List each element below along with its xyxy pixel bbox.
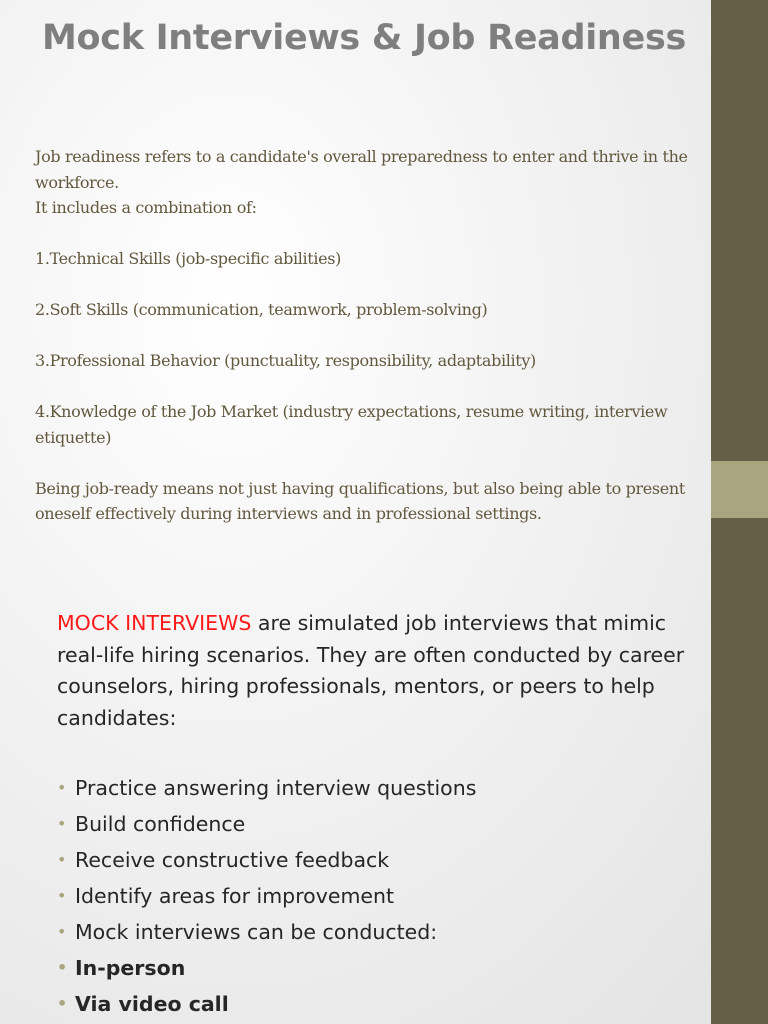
bullet-icon: • bbox=[57, 778, 67, 797]
bullet-item bbox=[57, 914, 697, 950]
bullet-icon: • bbox=[57, 958, 68, 977]
bullet-item bbox=[57, 842, 697, 878]
slide-title: Mock Interviews & Job Readiness bbox=[42, 18, 687, 58]
readiness-intro-list-lead: It includes a combination of: bbox=[35, 198, 257, 217]
job-readiness-section bbox=[35, 144, 695, 527]
mock-interviews-bullet-list bbox=[57, 770, 697, 1022]
readiness-item-behavior: 3.Professional Behavior (punctuality, responsibility, adaptability) bbox=[35, 351, 536, 370]
bullet-icon: • bbox=[57, 994, 68, 1013]
spacer bbox=[35, 323, 695, 349]
mock-interviews-definition bbox=[57, 608, 697, 734]
bullet-text: In-person bbox=[75, 956, 186, 980]
spacer bbox=[35, 450, 695, 476]
bullet-item bbox=[57, 806, 697, 842]
bullet-icon: • bbox=[57, 886, 67, 905]
bullet-text: Via video call bbox=[75, 992, 229, 1016]
readiness-item-technical: 1.Technical Skills (job-specific abilities) bbox=[35, 249, 341, 268]
readiness-intro: Job readiness refers to a candidate's overall preparedness to enter and thrive in the workforce. bbox=[35, 147, 688, 192]
readiness-closing: Being job-ready means not just having qualifications, but also being able to present oneself effectively during interviews and in professional settings. bbox=[35, 478, 685, 523]
bullet-text: Mock interviews can be conducted: bbox=[75, 920, 438, 944]
bullet-text: Practice answering interview questions bbox=[75, 776, 477, 800]
spacer bbox=[35, 374, 695, 400]
bullet-icon: • bbox=[57, 814, 67, 833]
spacer bbox=[35, 272, 695, 298]
bullet-text: Identify areas for improvement bbox=[75, 884, 395, 908]
decorative-sidebar bbox=[711, 0, 768, 1024]
bullet-item bbox=[57, 950, 697, 986]
bullet-item bbox=[57, 986, 697, 1022]
readiness-item-soft-skills: 2.Soft Skills (communication, teamwork, problem-solving) bbox=[35, 300, 488, 319]
readiness-item-job-market: 4.Knowledge of the Job Market (industry expectations, resume writing, interview etiquette) bbox=[35, 402, 668, 447]
spacer bbox=[35, 221, 695, 247]
bullet-text: Receive constructive feedback bbox=[75, 848, 390, 872]
bullet-item bbox=[57, 878, 697, 914]
mock-interviews-term: MOCK INTERVIEWS bbox=[57, 611, 252, 635]
sidebar-accent-block bbox=[711, 461, 768, 518]
bullet-icon: • bbox=[57, 850, 67, 869]
bullet-item bbox=[57, 770, 697, 806]
mock-interviews-definition-text: are simulated job interviews that mimic real-life hiring scenarios. They are often conducted by career counselors, hiring professionals, mentors, or peers to help candidates: bbox=[57, 611, 685, 730]
bullet-text: Build confidence bbox=[75, 812, 246, 836]
bullet-icon: • bbox=[57, 922, 67, 941]
